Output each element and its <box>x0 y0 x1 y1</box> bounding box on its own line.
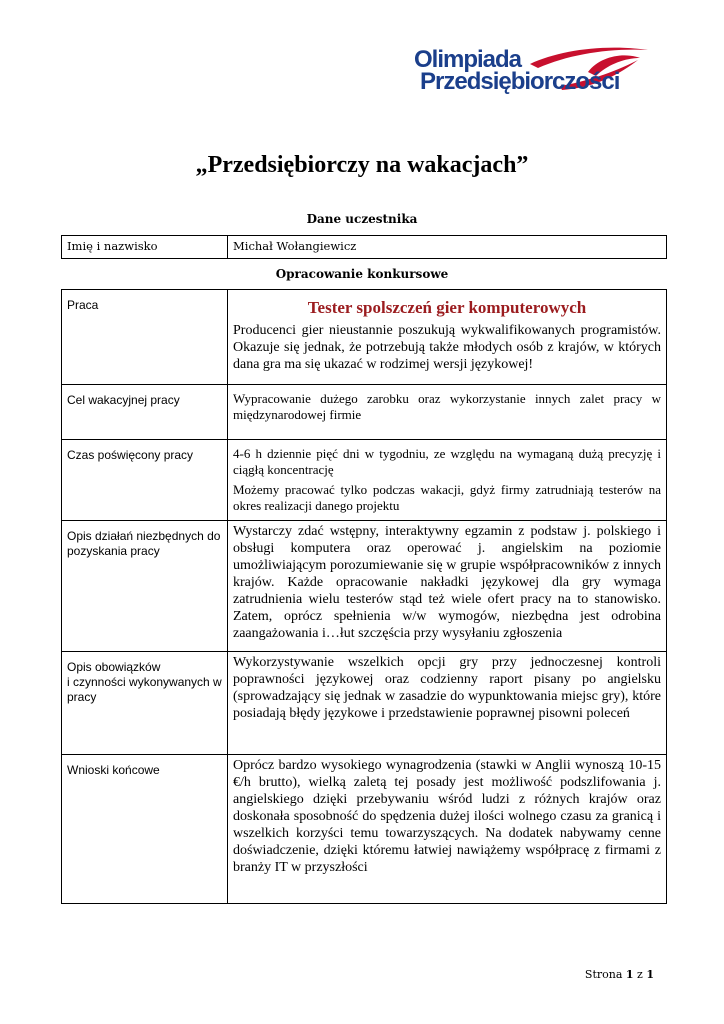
table-row <box>62 652 667 755</box>
table-row <box>62 290 667 385</box>
footer-of: z <box>637 968 643 981</box>
row-label-praca: Praca <box>62 290 228 385</box>
row-label-cel: Cel wakacyjnej pracy <box>62 385 228 440</box>
row-label-czas: Czas poświęcony pracy <box>62 440 228 521</box>
table-row <box>62 755 667 904</box>
paragraph: Oprócz bardzo wysokiego wynagrodzenia (stawki w Anglii wynoszą 10-15 €/h brutto), wielką zaletą tej posady jest możliwość podszlifowania j. angielskiego dzięki przebywaniu wśród ludzi z różnych krajów oraz doskonała sposobność do spędzenia dużej ilości wolnego czasu za granicą i wszelkich korzyści temu towarzyszących. Na dodatek nabywamy cenne doświadczenie, dzięki któremu łatwiej nawiążemy współpracę z firmami z branży IT w przyszłości <box>233 758 661 875</box>
olimpiada-logo <box>410 42 650 102</box>
participant-heading: Dane uczestnika <box>306 212 418 226</box>
logo-text-line1: Olimpiada <box>414 46 522 73</box>
row-value-dzialania <box>228 521 667 652</box>
row-value-praca <box>228 290 667 385</box>
table-row <box>62 385 667 440</box>
row-value-cel <box>228 385 667 440</box>
row-label-dzialania: Opis działań niezbędnych do pozyskania pracy <box>62 521 228 652</box>
document-title: „Przedsiębiorczy na wakacjach” <box>195 152 529 178</box>
table-row <box>62 236 667 259</box>
paragraph: Producenci gier nieustannie poszukują wykwalifikowanych programistów. Okazuje się jednak, że potrzebują także młodych osób z krajów, w których dana gra ma się ukazać w rodzimej wersji językowej! <box>233 323 661 372</box>
paragraph: 4-6 h dziennie pięć dni w tygodniu, ze względu na wymaganą dużą precyzję i ciągłą koncentrację <box>233 446 661 477</box>
row-value-wnioski <box>228 755 667 904</box>
row-value-czas <box>228 440 667 521</box>
table-row <box>62 521 667 652</box>
name-label: Imię i nazwisko <box>62 236 228 259</box>
paragraph: Wykorzystywanie wszelkich opcji gry przy jednoczesnej kontroli poprawności językowej oraz codzienny raport pisany po angielsku (sprowadzający się jednak w zasadzie do wypunktowania miejsc gry), które posiadają błędy językowe i przedstawienie poprawnej pisowni poleceń <box>233 655 661 721</box>
row-label-wnioski: Wnioski końcowe <box>62 755 228 904</box>
table-row <box>62 440 667 521</box>
job-title: Tester spolszczeń gier komputerowych <box>307 298 587 317</box>
competition-table <box>61 289 667 904</box>
footer-total: 1 <box>646 968 654 981</box>
row-value-obowiazki <box>228 652 667 755</box>
participant-table <box>61 235 667 259</box>
name-value: Michał Wołangiewicz <box>228 236 667 259</box>
competition-heading: Opracowanie konkursowe <box>275 267 449 281</box>
paragraph: Wypracowanie dużego zarobku oraz wykorzystanie innych zalet pracy w międzynarodowej firmie <box>233 391 661 422</box>
paragraph: Możemy pracować tylko podczas wakacji, gdyż firmy zatrudniają testerów na okres realizacji danego projektu <box>233 482 661 513</box>
page-footer <box>585 968 654 981</box>
logo-text-line2: Przedsiębiorczości <box>420 68 620 95</box>
row-label-obowiazki: Opis obowiązków i czynności wykonywanych w pracy <box>62 652 228 755</box>
footer-page: 1 <box>625 968 634 981</box>
footer-prefix: Strona <box>584 968 623 981</box>
paragraph: Wystarczy zdać wstępny, interaktywny egzamin z podstaw j. polskiego i obsługi komputera oraz operować j. angielskim na poziomie umożliwiającym porozumiewanie się w grupie współpracowników z innych krajów. Każde opracowanie nakładki językowej dla gry wymaga zatrudnienia wielu testerów stąd też wiele ofert pracy na to stanowisko. Zatem, oprócz spełnienia w/w wymogów, niezbędna jest odrobina zaangażowania i…łut szczęścia przy wysyłaniu zgłoszenia <box>233 524 661 641</box>
